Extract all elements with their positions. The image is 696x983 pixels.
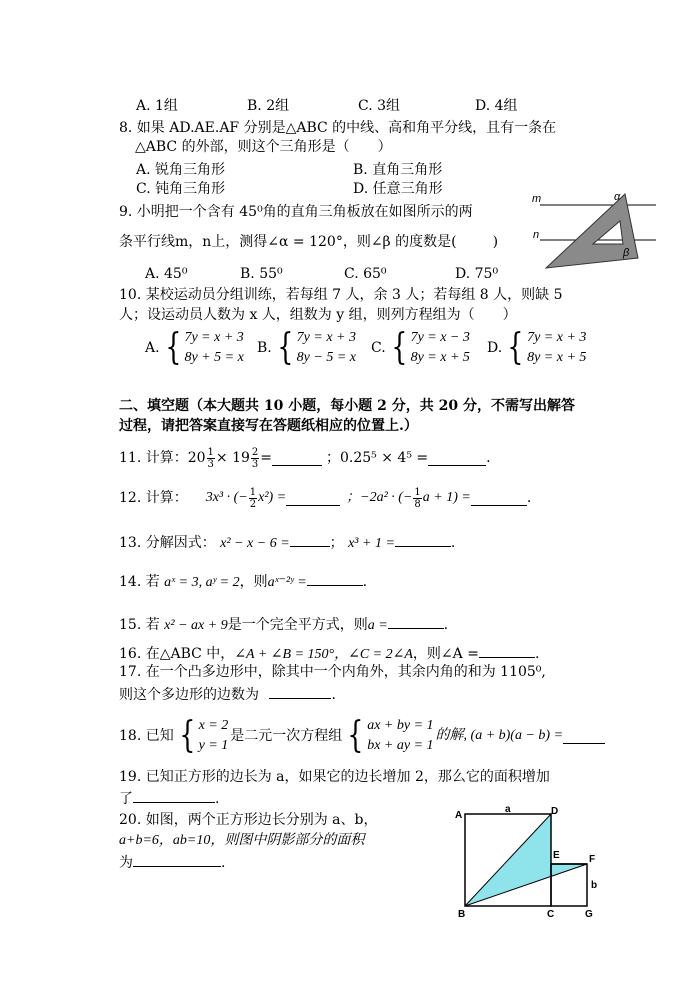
q10-option: B. { 7y = x + 3 8y − 5 = x: [257, 327, 356, 368]
q17-line2-text: 则这个多边形的边数为: [119, 687, 259, 703]
label-alpha: α: [614, 191, 621, 203]
q18: 18. 已知 { x = 2 y = 1 是二元一次方程组 { ax + by = 1 bx + ay = 1 的解, (a + b)(a − b) =: [119, 714, 605, 758]
label-b: b: [591, 880, 598, 891]
label-C: C: [547, 909, 555, 918]
q17-line1: 17. 在一个凸多边形中，除其中一个内角外，其余内角的和为 1105⁰,: [119, 664, 546, 680]
q10-option: A. { 7y = x + 3 8y + 5 = x: [145, 327, 244, 368]
q15: [119, 614, 448, 636]
q7-option-a: A. 1组: [136, 98, 178, 114]
q8-option-b: B. 直角三角形: [353, 162, 443, 178]
q15-answer-blank[interactable]: [388, 614, 444, 629]
q9-line1: 9. 小明把一个含有 45⁰角的直角三角板放在如图所示的两: [119, 204, 473, 220]
q9-option-d: D. 75⁰: [455, 266, 499, 282]
q13-expr1: x² − x − 6 =: [220, 536, 290, 551]
q16-answer-blank[interactable]: [479, 643, 535, 658]
q12-fraction-2: $\frac{1}{8}$: [414, 486, 421, 510]
q13-expr2: x³ + 1 =: [348, 536, 395, 551]
q19-answer-blank[interactable]: [133, 788, 215, 803]
q19-line2-text: 了: [119, 791, 133, 807]
q20-squares-figure: [455, 806, 605, 918]
q18-sys1-eq2: y = 1: [198, 738, 229, 753]
q18-end: 的解, (a + b)(a − b) =: [435, 728, 564, 743]
q12-term3: a + 1) =: [422, 490, 471, 505]
q10-eq2: 8y − 5 = x: [296, 350, 356, 365]
q11-prefix: 11. 计算：20: [119, 450, 206, 466]
q10-eq1: 7y = x + 3: [527, 330, 587, 345]
q18-mid: 是二元一次方程组: [230, 728, 343, 744]
q17-answer-blank[interactable]: [269, 684, 331, 699]
q13-sep: ；: [329, 535, 344, 551]
q18-sys2-eq1: ax + by = 1: [367, 718, 434, 733]
q11-answer-blank-2[interactable]: [428, 451, 486, 466]
q10-option-letter: C.: [371, 340, 386, 356]
q13: [119, 532, 455, 554]
label-n: n: [533, 229, 540, 241]
q8-option-a: A. 锐角三角形: [136, 162, 226, 178]
q14-text: 14. 若: [119, 574, 160, 590]
q12-end: .: [526, 490, 532, 506]
q7-option-b: B. 2组: [247, 98, 290, 114]
q12-term2: x²) =: [258, 490, 287, 505]
q18-prefix: 18. 已知: [119, 728, 174, 744]
q10-line1: 10. 某校运动员分组训练，若每组 7 人，余 3 人；若每组 8 人，则缺 5: [119, 287, 563, 303]
q13-end: .: [450, 535, 456, 551]
q10-line2: 人；设运动员人数为 x 人，组数为 y 组，则列方程组为（ ）: [119, 307, 517, 323]
label-m: m: [532, 193, 542, 205]
q14-answer-blank[interactable]: [307, 571, 363, 586]
q11-answer-blank-1[interactable]: [272, 451, 322, 466]
section2-heading-line2: 过程，请把答案直接写在答题纸相应的位置上.）: [119, 418, 418, 434]
q10-eq2: 8y = x + 5: [527, 350, 587, 365]
label-B: B: [458, 909, 466, 918]
q16-expr: ∠A + ∠B = 150°，∠C = 2∠A: [234, 647, 413, 662]
q14-expr1: aˣ = 3, aʸ = 2: [164, 575, 240, 590]
q20-line3: [119, 852, 225, 873]
q8-option-c: C. 钝角三角形: [136, 181, 226, 197]
q12-answer-blank-2[interactable]: [471, 491, 527, 506]
q9-triangle-figure: [530, 188, 660, 278]
q12-sep: ；−2a² · (−: [346, 490, 413, 505]
q17-line2: [119, 684, 336, 705]
q20-line2: a+b=6，ab=10，则图中阴影部分的面积: [119, 833, 365, 848]
q12-fraction-1: $\frac{1}{2}$: [249, 486, 257, 510]
q15-text: 15. 若: [119, 617, 160, 633]
q12: [119, 485, 531, 511]
q20-end: .: [221, 855, 226, 871]
q7-option-d: D. 4组: [475, 98, 518, 114]
q14-mid: ，则: [239, 574, 268, 590]
q10-eq2: 8y = x + 5: [410, 350, 470, 365]
q10-eq2: 8y + 5 = x: [184, 350, 244, 365]
q11-sep: ；0.25⁵ × 4⁵ =: [326, 450, 429, 466]
label-E: E: [553, 850, 560, 861]
q8-option-d: D. 任意三角形: [353, 181, 443, 197]
q18-sys2-eq2: bx + ay = 1: [367, 738, 434, 753]
q16-mid: ，则∠A =: [412, 646, 479, 662]
q15-expr2: a =: [367, 618, 388, 633]
q13-answer-blank-1[interactable]: [290, 532, 330, 547]
label-D: D: [551, 806, 559, 817]
q13-answer-blank-2[interactable]: [395, 532, 451, 547]
q15-expr1: x² − ax + 9: [164, 618, 228, 633]
q11-mid: × 19: [215, 450, 250, 466]
q12-answer-blank-1[interactable]: [286, 491, 340, 506]
q10-eq1: 7y = x − 3: [410, 330, 470, 345]
q20-answer-blank[interactable]: [133, 852, 221, 867]
section2-heading-line1: 二、填空题（本大题共 10 小题，每小题 2 分，共 20 分，不需写出解答: [119, 398, 575, 414]
label-a: a: [505, 806, 511, 815]
q16-text: 16. 在△ABC 中，: [119, 646, 235, 662]
q9-line2-text: 条平行线m，n上，测得∠α = 120°，则∠β 的度数是(: [119, 234, 457, 250]
q9-option-b: B. 55⁰: [240, 266, 283, 282]
q20-line1: 20. 如图，两个正方形边长分别为 a、b，: [119, 812, 378, 828]
q10-eq1: 7y = x + 3: [184, 330, 244, 345]
q7-option-c: C. 3组: [358, 98, 401, 114]
q19-line1: 19. 已知正方形的边长为 a，如果它的边长增加 2，那么它的面积增加: [119, 769, 550, 785]
q16-end: .: [534, 646, 540, 662]
q13-text: 13. 分解因式：: [119, 535, 216, 551]
q11-end: .: [486, 450, 491, 466]
q10-option-letter: A.: [145, 340, 160, 356]
q9-line2: [119, 232, 498, 252]
q11: [119, 445, 491, 471]
q12-term1: 3x³ · (−: [205, 490, 248, 505]
q11-eq: =: [260, 450, 273, 466]
label-G: G: [585, 909, 593, 918]
q9-line2-close: ): [492, 234, 499, 250]
q20-line3-text: 为: [119, 855, 133, 871]
q10-option-letter: D.: [487, 340, 503, 356]
q14-expr2: aˣ⁻²ʸ =: [267, 575, 307, 590]
q15-mid: 是一个完全平方式，则: [227, 617, 368, 633]
q14: [119, 571, 367, 593]
q9-option-a: A. 45⁰: [145, 266, 188, 282]
q11-fraction-2: $\frac{2}{3}$: [251, 446, 259, 470]
q19-line2: [119, 788, 219, 809]
q18-sys1-eq1: x = 2: [198, 718, 229, 733]
shaded-region: [465, 814, 587, 906]
q10-options: [145, 326, 605, 370]
q10-option-letter: B.: [257, 340, 272, 356]
q17-end: .: [331, 687, 336, 703]
q19-end: .: [215, 791, 220, 807]
label-beta: β: [623, 247, 630, 259]
q12-prefix: 12. 计算：: [119, 490, 188, 506]
q18-answer-blank[interactable]: [563, 729, 605, 744]
label-F: F: [589, 854, 596, 865]
q11-fraction-1: $\frac{1}{3}$: [207, 446, 214, 470]
label-A: A: [455, 810, 463, 821]
q8-line1: 8. 如果 AD.AE.AF 分别是△ABC 的中线、高和角平分线，且有一条在: [119, 120, 557, 136]
q8-line2: △ABC 的外部，则这个三角形是（ ）: [135, 139, 392, 155]
q9-option-c: C. 65⁰: [344, 266, 387, 282]
q10-option: D. { 7y = x + 3 8y = x + 5: [487, 327, 587, 368]
q15-end: .: [443, 617, 449, 633]
q10-option: C. { 7y = x − 3 8y = x + 5: [371, 327, 470, 368]
q10-eq1: 7y = x + 3: [296, 330, 356, 345]
q14-end: .: [362, 574, 368, 590]
